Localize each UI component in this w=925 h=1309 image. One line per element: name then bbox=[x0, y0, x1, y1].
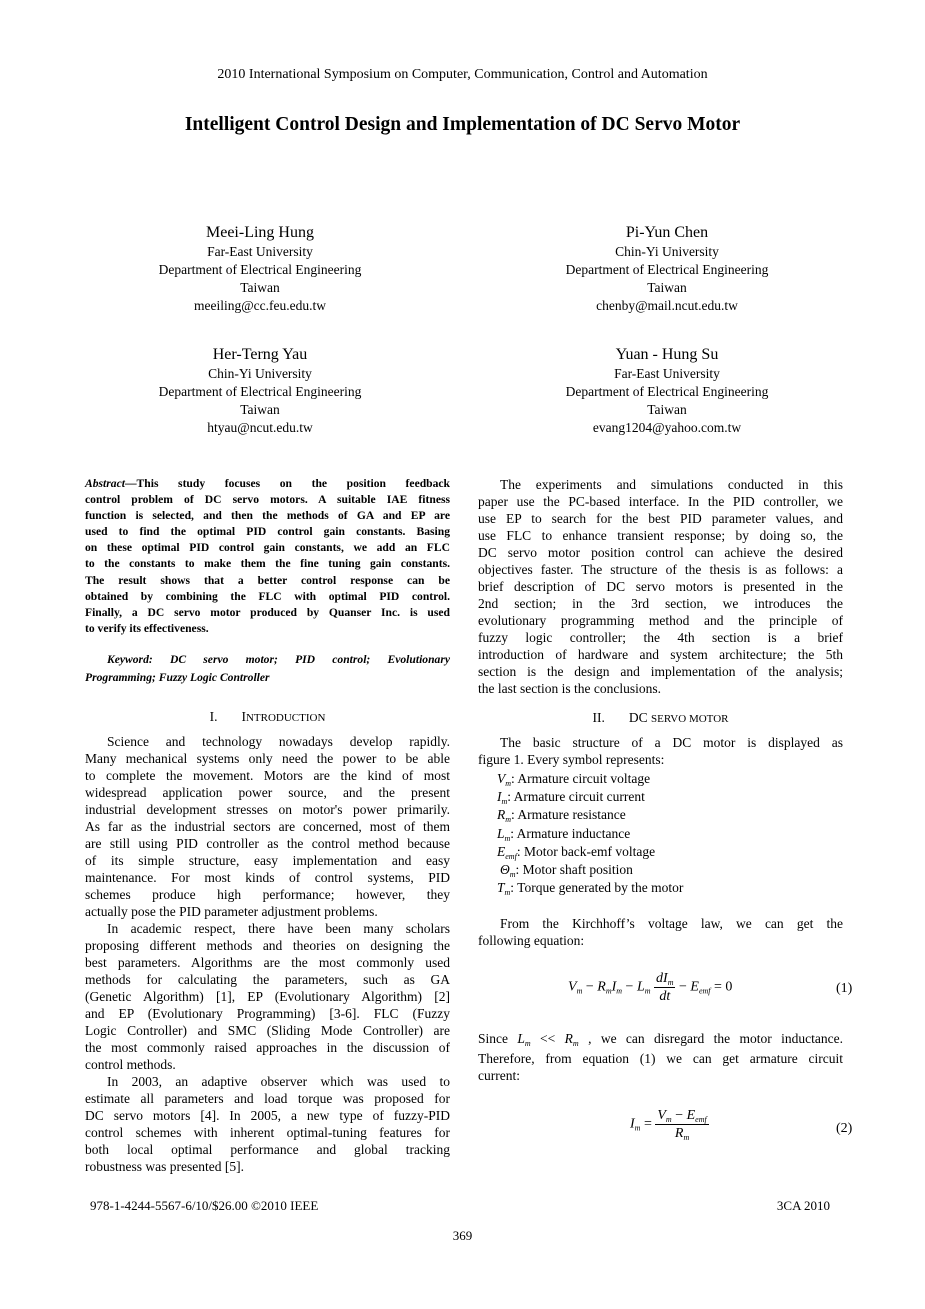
text-line: control problem of DC servo motors. A suitable IAE fitness bbox=[85, 493, 450, 507]
text-line: use EP to search for the best PID parameter values, and bbox=[478, 511, 843, 526]
eq-symbol: R bbox=[597, 979, 606, 995]
eq-subscript: m bbox=[644, 986, 651, 996]
eq-subscript: m bbox=[605, 986, 612, 996]
eq-operator: = 0 bbox=[710, 979, 733, 995]
text-line: brief description of DC servo motors is presented in the bbox=[478, 579, 843, 594]
text-line: current: bbox=[478, 1068, 520, 1083]
text-line: robustness was presented [5]. bbox=[85, 1159, 244, 1174]
text-line: maintenance. For most kinds of control systems, PID bbox=[85, 870, 450, 885]
text-line: Finally, a DC servo motor produced by Quanser Inc. is used bbox=[85, 605, 450, 619]
text-line: fuzzy logic controller; the 4th section is a brief bbox=[478, 630, 843, 645]
paragraph bbox=[85, 733, 450, 920]
text-line: on these optimal PID control gain constants, we add an FLC bbox=[85, 541, 450, 555]
footer-isbn: 978-1-4244-5567-6/10/$26.00 ©2010 IEEE bbox=[90, 1198, 319, 1213]
eq-symbol: I bbox=[611, 979, 617, 995]
eq-symbol: L bbox=[517, 1031, 525, 1046]
paragraph bbox=[478, 1028, 843, 1084]
author-university: Far-East University bbox=[207, 244, 313, 259]
eq-subscript: m bbox=[572, 1039, 579, 1048]
author-name: Pi-Yun Chen bbox=[625, 224, 709, 241]
text-line: The result shows that a better control response can be bbox=[85, 573, 450, 587]
text-line: Many mechanical systems only need the power to be able bbox=[85, 751, 450, 766]
section-number: II. bbox=[592, 710, 605, 725]
author-country: Taiwan bbox=[240, 402, 280, 417]
author-email: htyau@ncut.edu.tw bbox=[207, 420, 313, 435]
equation-number: (2) bbox=[836, 1121, 853, 1136]
author-block bbox=[60, 344, 460, 437]
section-title: I bbox=[241, 709, 246, 724]
symbol-description: : Armature circuit voltage bbox=[511, 771, 651, 786]
text-line: As far as the industrial sectors are concerned, most of them bbox=[85, 819, 450, 834]
text-line: Therefore, from equation (1) we can get armature circuit bbox=[478, 1051, 843, 1066]
eq-operator: − bbox=[671, 1108, 687, 1123]
eq-subscript: emf bbox=[695, 1115, 707, 1124]
section-title: DC bbox=[628, 710, 652, 725]
paper-title: Intelligent Control Design and Implementation of DC Servo Motor bbox=[184, 114, 741, 135]
symbol-description: : Armature resistance bbox=[511, 807, 626, 823]
eq-symbol: I bbox=[630, 1116, 635, 1132]
symbol-list bbox=[497, 770, 862, 897]
eq-operator: = bbox=[640, 1116, 656, 1132]
paragraph bbox=[85, 920, 450, 1073]
author-block bbox=[467, 344, 867, 437]
symbol: R bbox=[497, 807, 506, 823]
text-line: to complete the movement. Motors are the kind of most bbox=[85, 768, 450, 783]
text-line: DC servo motors [4]. In 2005, a new type of fuzzy-PID bbox=[85, 1108, 450, 1123]
symbol: I bbox=[497, 789, 502, 805]
paragraph-rest bbox=[478, 1050, 843, 1084]
footer-code: 3CA 2010 bbox=[776, 1198, 830, 1213]
eq-symbol: E bbox=[686, 1108, 696, 1123]
text-line: (Genetic Algorithm) [1], EP (Evolutionary Algorithm) [2] bbox=[85, 989, 450, 1004]
paragraph bbox=[478, 734, 843, 768]
symbol-item bbox=[497, 843, 862, 861]
text-line: widespread application power source, and the present bbox=[85, 785, 450, 800]
eq-operator: − bbox=[622, 979, 637, 995]
author-university: Far-East University bbox=[614, 366, 720, 381]
author-country: Taiwan bbox=[647, 280, 687, 295]
text: , we can disregard the motor inductance. bbox=[578, 1031, 843, 1046]
author-university: Chin-Yi University bbox=[208, 366, 312, 381]
text-line: used to find the optimal PID control gain constants. Basing bbox=[85, 525, 450, 539]
symbol-description: : Armature inductance bbox=[510, 825, 631, 841]
symbol-description: : Torque generated by the motor bbox=[510, 880, 684, 896]
symbol: E bbox=[497, 843, 506, 859]
text-line: estimate all parameters and load torque was proposed for bbox=[85, 1091, 450, 1106]
text-line: Science and technology nowadays develop rapidly. bbox=[107, 734, 450, 749]
abstract-line bbox=[85, 476, 450, 492]
eq-fraction bbox=[654, 970, 675, 1005]
author-name: Her-Terng Yau bbox=[212, 346, 308, 363]
eq-subscript: m bbox=[524, 1039, 531, 1048]
text-line: evolutionary programming method and the principle of bbox=[478, 613, 843, 628]
symbol-description: : Motor shaft position bbox=[515, 861, 633, 877]
eq-symbol: dt bbox=[659, 989, 671, 1004]
text-line: From the Kirchhoff’s voltage law, we can get the bbox=[500, 916, 843, 931]
symbol-item bbox=[497, 879, 862, 897]
symbol-subscript: m bbox=[501, 797, 508, 807]
introduction-body bbox=[85, 733, 450, 1175]
text-line: Logic Controller) and SMC (Sliding Mode Controller) are bbox=[85, 1023, 450, 1038]
abstract-text: —This study focuses on the position feedback bbox=[124, 477, 450, 490]
abstract-label: Abstract bbox=[85, 477, 125, 490]
keywords bbox=[85, 651, 450, 687]
eq-symbol: V bbox=[657, 1108, 666, 1123]
symbol-item bbox=[497, 825, 862, 843]
symbol-item bbox=[497, 861, 862, 879]
text-line: obtained by combining the FLC with optimal PID control. bbox=[85, 589, 450, 603]
eq-subscript: m bbox=[667, 978, 674, 987]
text-line: the most commonly raised approaches in the discussion of bbox=[85, 1040, 450, 1055]
author-name: Meei-Ling Hung bbox=[206, 224, 314, 241]
eq-subscript: m bbox=[665, 1115, 672, 1124]
symbol-description: : Armature circuit current bbox=[507, 789, 645, 805]
author-block bbox=[467, 222, 867, 315]
text-line: control schemes with inherent optimal-tuning features for bbox=[85, 1125, 450, 1140]
text-line: The basic structure of a DC motor is displayed as bbox=[500, 735, 843, 750]
symbol-subscript: m bbox=[504, 833, 511, 843]
section-title: NTRODUCTION bbox=[245, 712, 326, 724]
author-email: evang1204@yahoo.com.tw bbox=[592, 420, 742, 435]
symbol: L bbox=[497, 825, 505, 841]
text-line: actually pose the PID parameter adjustment problems. bbox=[85, 904, 378, 919]
symbol-description: : Motor back-emf voltage bbox=[516, 843, 656, 859]
symbol-subscript: m bbox=[505, 815, 512, 825]
equation-2 bbox=[630, 1107, 709, 1142]
author-name: Yuan - Hung Su bbox=[615, 346, 719, 363]
section-heading-dc-servo-motor bbox=[478, 710, 843, 726]
eq-symbol: L bbox=[636, 979, 645, 995]
text-line: Programming; Fuzzy Logic Controller bbox=[85, 671, 270, 684]
text-line: paper use the PC-based interface. In the PID controller, we bbox=[478, 494, 843, 509]
text: Since bbox=[478, 1031, 518, 1046]
author-email: chenby@mail.ncut.edu.tw bbox=[596, 298, 738, 313]
eq-operator: << bbox=[530, 1031, 565, 1046]
text-line: introduction of hardware and system architecture; the 5th bbox=[478, 647, 843, 662]
symbol-subscript: emf bbox=[505, 851, 517, 861]
text-line: objectives faster. The structure of the thesis is as follows: a bbox=[478, 562, 843, 577]
section-number: I. bbox=[209, 709, 218, 724]
text-line: of its simple structure, easy implementation and easy bbox=[85, 853, 450, 868]
eq-symbol: V bbox=[568, 979, 577, 995]
text-line: 2nd section; in the 3rd section, we introduces the bbox=[478, 596, 843, 611]
text-line: control methods. bbox=[85, 1057, 176, 1072]
text-line: best parameters. Algorithms are the most commonly used bbox=[85, 955, 450, 970]
eq-symbol: R bbox=[564, 1031, 573, 1046]
text-line: proposing different methods and theories on designing the bbox=[85, 938, 450, 953]
symbol-subscript: m bbox=[509, 869, 516, 879]
abstract-body bbox=[85, 492, 450, 637]
symbol-item bbox=[497, 788, 862, 806]
text-line: following equation: bbox=[478, 933, 585, 948]
eq-subscript: m bbox=[683, 1133, 690, 1142]
text-line: section is the design and implementation of the analysis; bbox=[478, 664, 843, 679]
text-line: DC servo motor position control can achieve the desired bbox=[478, 545, 843, 560]
symbol-item bbox=[497, 770, 862, 788]
author-email: meeiling@cc.feu.edu.tw bbox=[193, 298, 326, 313]
symbol-subscript: m bbox=[504, 888, 511, 898]
author-country: Taiwan bbox=[240, 280, 280, 295]
symbol: V bbox=[497, 771, 506, 786]
text-line: and EP (Evolutionary Programming) [3-6]. FLC (Fuzzy bbox=[85, 1006, 450, 1021]
eq-fraction bbox=[655, 1107, 708, 1142]
author-university: Chin-Yi University bbox=[615, 244, 719, 259]
text-line: to verify its effectiveness. bbox=[85, 621, 209, 635]
text-line: In academic respect, there have been many scholars bbox=[107, 921, 450, 936]
author-country: Taiwan bbox=[647, 402, 687, 417]
conference-name: 2010 International Symposium on Computer, Communication, Control and Automation bbox=[217, 67, 708, 82]
equation-1 bbox=[568, 970, 732, 1005]
eq-operator: − bbox=[675, 979, 691, 995]
author-department: Department of Electrical Engineering bbox=[158, 384, 362, 399]
paragraph bbox=[85, 1073, 450, 1175]
paragraph bbox=[478, 476, 843, 697]
author-department: Department of Electrical Engineering bbox=[565, 384, 769, 399]
text-line: are still using PID controller as the control method because bbox=[85, 836, 450, 851]
section-title: SERVO MOTOR bbox=[651, 713, 729, 725]
symbol-subscript: m bbox=[505, 779, 512, 788]
text-line: both local optimal performance and global tracking bbox=[85, 1142, 450, 1157]
text-line: Keyword: DC servo motor; PID control; Evolutionary bbox=[107, 653, 450, 666]
eq-subscript: m bbox=[616, 986, 623, 996]
text-line: to the constants to make them the fine tuning gain constants. bbox=[85, 557, 450, 571]
text-line: function is selected, and then the methods of GA and EP are bbox=[85, 509, 450, 523]
text-line: methods for calculating the parameters, such as GA bbox=[85, 972, 450, 987]
eq-subscript: m bbox=[634, 1123, 641, 1133]
text-line: schemes produce high performance; however, they bbox=[85, 887, 450, 902]
text-line: figure 1. Every symbol represents: bbox=[478, 752, 665, 767]
text-line: the last section is the conclusions. bbox=[478, 681, 661, 696]
page-number: 369 bbox=[452, 1228, 473, 1243]
eq-operator: − bbox=[582, 979, 598, 995]
text-line bbox=[478, 1028, 843, 1050]
symbol: T bbox=[497, 880, 505, 896]
eq-symbol: dI bbox=[656, 971, 668, 986]
symbol: Θ bbox=[500, 861, 510, 877]
eq-subscript: emf bbox=[698, 986, 711, 996]
text-line: The experiments and simulations conducted in this bbox=[500, 477, 843, 492]
author-department: Department of Electrical Engineering bbox=[565, 262, 769, 277]
eq-subscript: m bbox=[576, 986, 583, 996]
eq-symbol: E bbox=[690, 979, 699, 995]
text-line: In 2003, an adaptive observer which was used to bbox=[107, 1074, 450, 1089]
text-line: use FLC to enhance transient response; by doing so, the bbox=[478, 528, 843, 543]
section-heading-introduction bbox=[85, 709, 450, 725]
abstract bbox=[85, 476, 450, 637]
author-block bbox=[60, 222, 460, 315]
equation-number: (1) bbox=[836, 981, 853, 996]
paragraph bbox=[478, 915, 843, 949]
symbol-item bbox=[497, 806, 862, 824]
author-department: Department of Electrical Engineering bbox=[158, 262, 362, 277]
text-line: industrial development stresses on motor's power primarily. bbox=[85, 802, 450, 817]
eq-symbol: R bbox=[674, 1126, 684, 1141]
